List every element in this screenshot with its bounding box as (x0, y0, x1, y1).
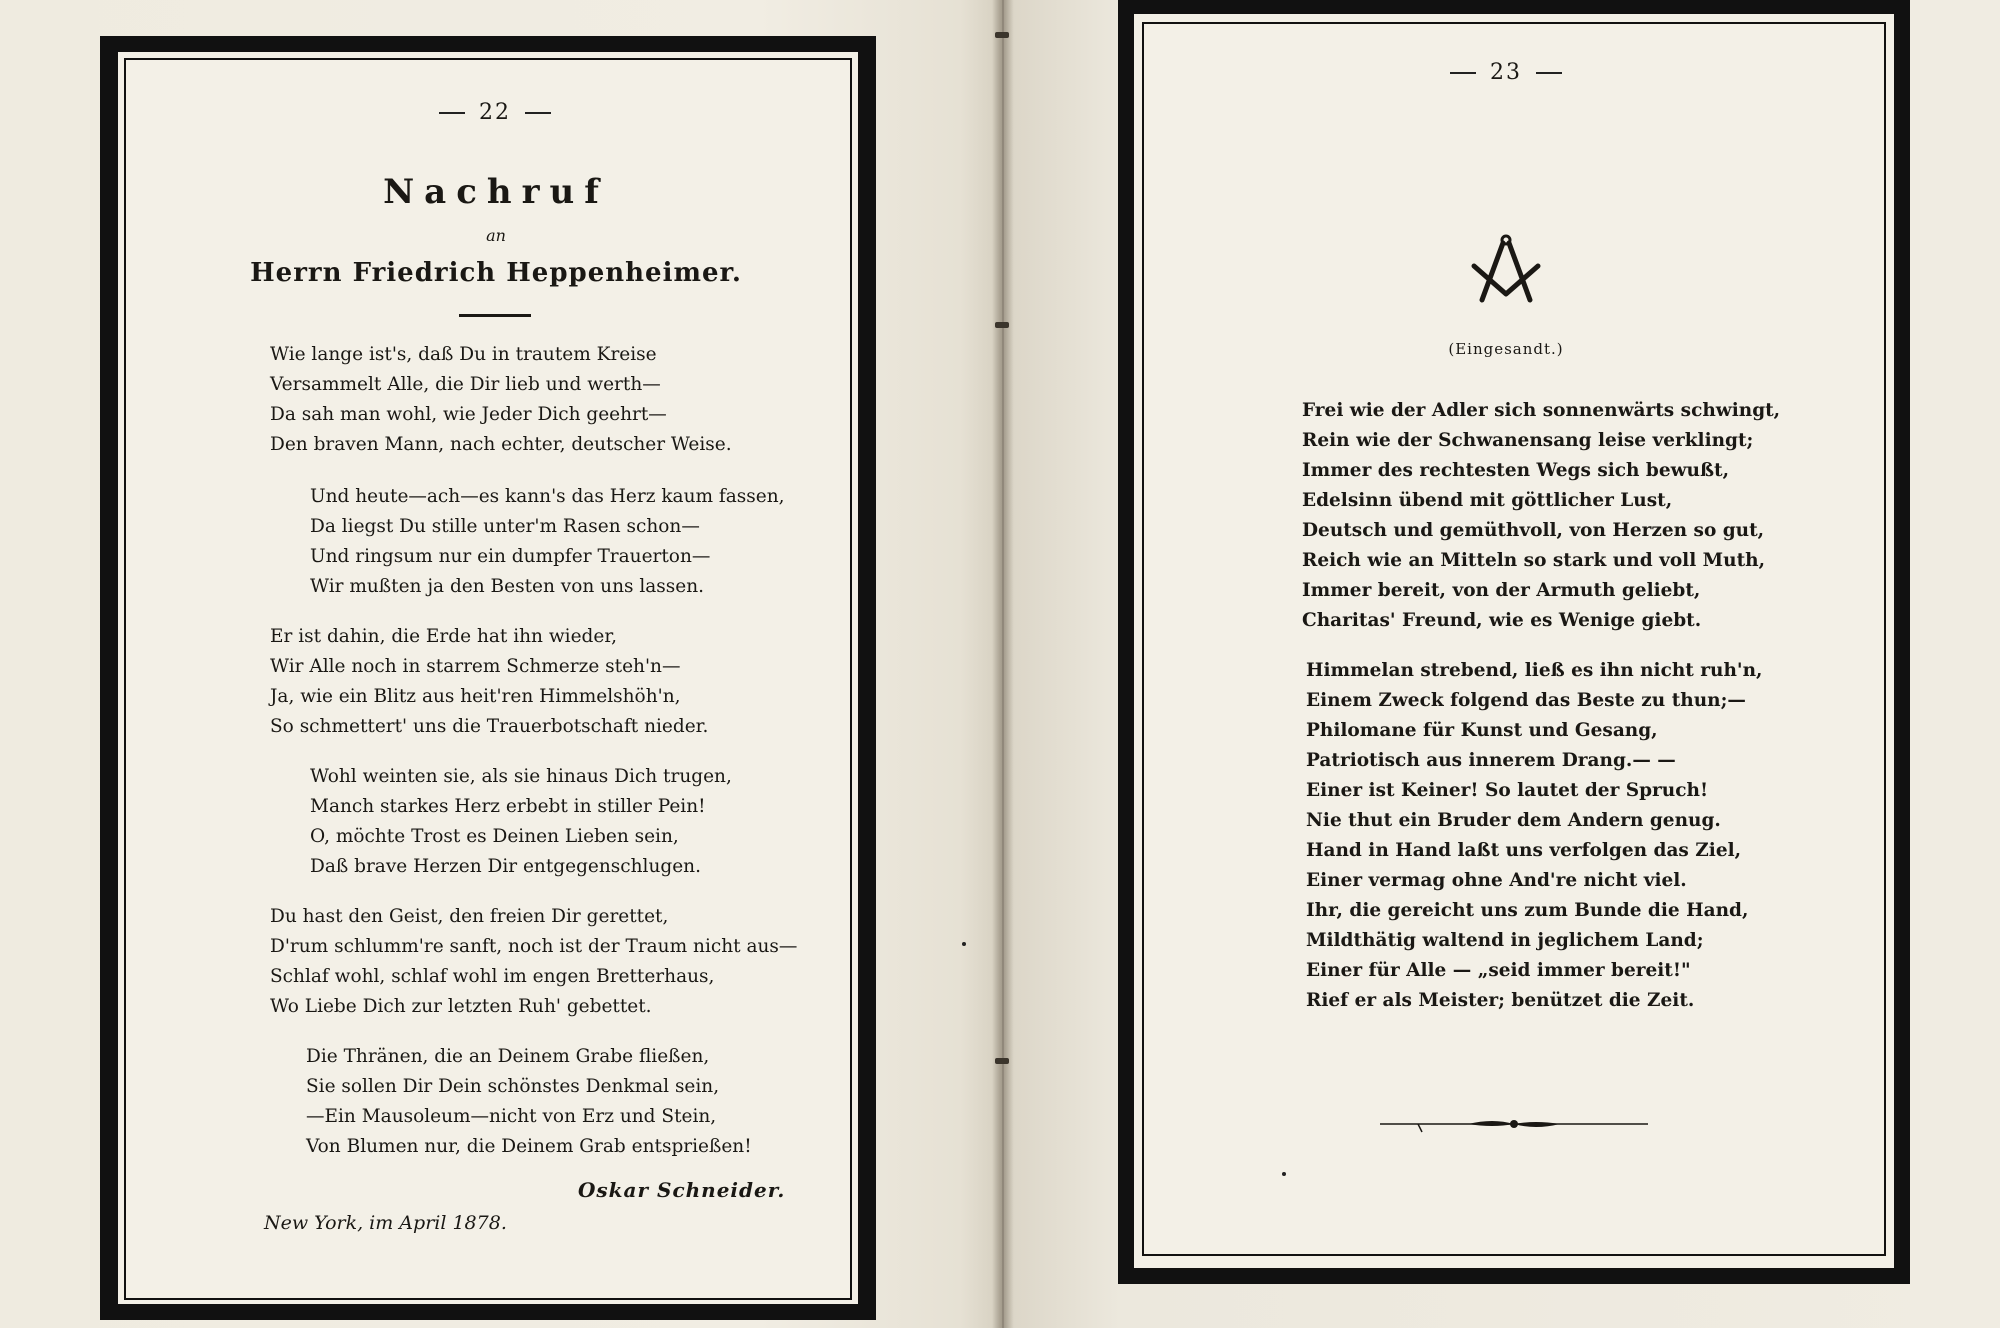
poem-line: Schlaf wohl, schlaf wohl im engen Bretterhaus, (270, 966, 715, 987)
poem-line: Deutsch und gemüthvoll, von Herzen so gut, (1302, 520, 1765, 541)
submitted-note: (Eingesandt.) (1448, 340, 1564, 358)
poem-line: So schmettert' uns die Trauerbotschaft nieder. (270, 716, 709, 737)
poem-line: Hand in Hand laßt uns verfolgen das Ziel, (1306, 840, 1742, 861)
poem-line: Die Thränen, die an Deinem Grabe fließen, (306, 1046, 710, 1067)
poem-line: Philomane für Kunst und Gesang, (1306, 720, 1658, 741)
poem-line: Daß brave Herzen Dir entgegenschlugen. (310, 856, 701, 877)
poem-line: Einer ist Keiner! So lautet der Spruch! (1306, 780, 1709, 801)
poem-line: Rein wie der Schwanensang leise verklingt; (1302, 430, 1754, 451)
poem-line: Edelsinn übend mit göttlicher Lust, (1302, 490, 1673, 511)
poem-line: Sie sollen Dir Dein schönstes Denkmal sein, (306, 1076, 720, 1097)
poem-line: Wohl weinten sie, als sie hinaus Dich trugen, (310, 766, 732, 787)
poem-line: Wo Liebe Dich zur letzten Ruh' gebettet. (270, 996, 652, 1017)
poem-line: Reich wie an Mitteln so stark und voll Muth, (1302, 550, 1766, 571)
poem-line: Immer des rechtesten Wegs sich bewußt, (1302, 460, 1730, 481)
poem-stanza (306, 1042, 752, 1162)
binding-stitch (995, 1058, 1009, 1064)
page-title: Nachruf (383, 172, 609, 212)
poem-line: Nie thut ein Bruder dem Andern genug. (1306, 810, 1721, 831)
poem-line: Da liegst Du stille unter'm Rasen schon— (310, 516, 700, 537)
poem-stanza (310, 482, 785, 602)
poem-line: Und heute—ach—es kann's das Herz kaum fassen, (310, 486, 785, 507)
poem-line: Versammelt Alle, die Dir lieb und werth— (270, 374, 661, 395)
page-number: 22 (395, 100, 595, 125)
poem-line: Da sah man wohl, wie Jeder Dich geehrt— (270, 404, 667, 425)
poem-line: Immer bereit, von der Armuth geliebt, (1302, 580, 1701, 601)
poem-line: Wir mußten ja den Besten von uns lassen. (310, 576, 705, 597)
poem-line: Ihr, die gereicht uns zum Bunde die Hand, (1306, 900, 1749, 921)
poem-line: Patriotisch aus innerem Drang.— — (1306, 750, 1676, 771)
page-number: 23 (1406, 60, 1606, 85)
poem-line: Einer vermag ohne And're nicht viel. (1306, 870, 1687, 891)
poem-line: Und ringsum nur ein dumpfer Trauerton— (310, 546, 711, 567)
poem-line: Frei wie der Adler sich sonnenwärts schwingt, (1302, 400, 1781, 421)
poem-line: Du hast den Geist, den freien Dir gerettet, (270, 906, 669, 927)
title-divider (459, 314, 531, 317)
poem-line: Wir Alle noch in starrem Schmerze steh'n— (270, 656, 681, 677)
book-gutter (992, 0, 1014, 1328)
dedicatee-name: Herrn Friedrich Heppenheimer. (250, 258, 742, 288)
closing-ornament-icon (1378, 1112, 1650, 1136)
poem-line: O, möchte Trost es Deinen Lieben sein, (310, 826, 679, 847)
poem-line: Himmelan strebend, ließ es ihn nicht ruh'n, (1306, 660, 1763, 681)
print-speck (1282, 1172, 1286, 1176)
binding-stitch (995, 322, 1009, 328)
poem-stanza (1306, 656, 1762, 1016)
poem-line: Manch starkes Herz erbebt in stiller Pein! (310, 796, 706, 817)
author-signature: Oskar Schneider. (578, 1178, 786, 1202)
poem-line: Einer für Alle — „seid immer bereit!" (1306, 960, 1691, 981)
poem-line: D'rum schlumm're sanft, noch ist der Traum nicht aus— (270, 936, 798, 957)
poem-line: Charitas' Freund, wie es Wenige giebt. (1302, 610, 1702, 631)
poem-line: —Ein Mausoleum—nicht von Erz und Stein, (306, 1106, 717, 1127)
poem-line: Von Blumen nur, die Deinem Grab entsprießen! (306, 1136, 752, 1157)
poem-line: Wie lange ist's, daß Du in trautem Kreise (270, 344, 657, 365)
square-and-compass-icon (1468, 232, 1544, 304)
poem-line: Einem Zweck folgend das Beste zu thun;— (1306, 690, 1746, 711)
poem-stanza (270, 622, 708, 742)
poem-stanza (310, 762, 732, 882)
poem-stanza (270, 902, 797, 1022)
poem-line: Den braven Mann, nach echter, deutscher Weise. (270, 434, 732, 455)
title-preposition: an (486, 226, 506, 245)
binding-stitch (995, 32, 1009, 38)
poem-line: Ja, wie ein Blitz aus heit'ren Himmelshöh'n, (270, 686, 681, 707)
place-date: New York, im April 1878. (264, 1212, 507, 1234)
poem-line: Er ist dahin, die Erde hat ihn wieder, (270, 626, 618, 647)
poem-line: Rief er als Meister; benützet die Zeit. (1306, 990, 1695, 1011)
poem-stanza (1302, 396, 1780, 636)
print-speck (962, 942, 966, 946)
poem-stanza (270, 340, 732, 460)
poem-line: Mildthätig waltend in jeglichem Land; (1306, 930, 1704, 951)
